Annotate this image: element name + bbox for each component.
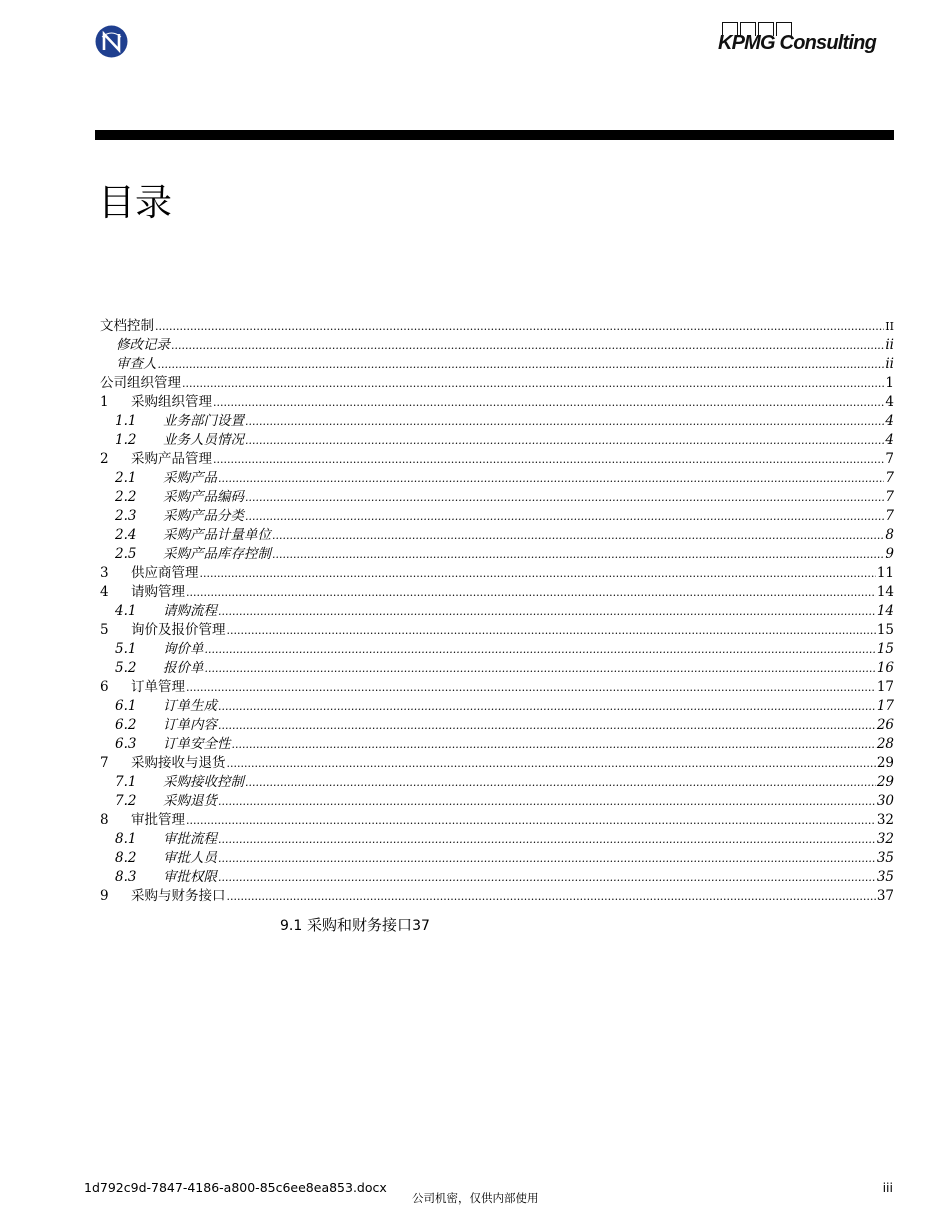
toc-entry-page: 4	[885, 413, 894, 429]
toc-dot-leader	[205, 659, 876, 678]
toc-dot-leader	[245, 773, 876, 792]
toc-entry-page: 29	[876, 755, 894, 771]
toc-entry-label: 询价单	[163, 641, 204, 657]
toc-entry-page: II	[885, 320, 894, 333]
kpmg-logo-text: KPMG Consulting	[718, 32, 876, 54]
toc-entry-label: 审查人	[116, 356, 157, 372]
toc-entry-label: 采购接收控制	[163, 774, 244, 790]
circle-n-logo-icon	[95, 25, 128, 58]
toc-entry-number: 9.1	[280, 918, 303, 934]
toc-entry-page: 1	[885, 375, 894, 391]
toc-entry-number: 2.1	[115, 470, 137, 486]
toc-entry-number: 8.3	[115, 869, 137, 885]
toc-entry-label: 订单管理	[131, 679, 185, 695]
toc-entry[interactable]	[100, 355, 894, 374]
footer-confidential: 公司机密，仅供内部使用	[412, 1191, 539, 1205]
toc-entry-number: 2	[100, 451, 109, 467]
toc-entry-label: 修改记录	[116, 337, 170, 353]
toc-entry-label: 询价及报价管理	[131, 622, 226, 638]
toc-entry-page: 4	[885, 432, 894, 448]
kpmg-consulting-logo	[718, 22, 876, 56]
toc-entry-page: 7	[885, 508, 894, 524]
toc-dot-leader	[155, 317, 884, 336]
toc-dot-leader	[158, 355, 885, 374]
toc-entry-page: 4	[885, 394, 894, 410]
toc-entry-label: 文档控制	[100, 318, 154, 334]
toc-dot-leader	[171, 336, 884, 355]
toc-dot-leader	[245, 431, 884, 450]
toc-entry[interactable]	[100, 488, 894, 507]
toc-entry-label: 订单安全性	[163, 736, 231, 752]
toc-dot-leader	[232, 735, 876, 754]
toc-entry-number: 8.1	[115, 831, 137, 847]
toc-entry-label: 订单内容	[163, 717, 217, 733]
toc-entry-page: 35	[876, 869, 894, 885]
header-rule	[95, 130, 894, 140]
toc-entry-page: 37	[876, 888, 894, 904]
toc-entry-page: 35	[876, 850, 894, 866]
toc-entry-label: 采购产品分类	[163, 508, 244, 524]
toc-entry-page: ii	[885, 356, 894, 372]
toc-entry-page: 14	[876, 584, 894, 600]
toc-entry-number: 7.1	[115, 774, 137, 790]
toc-dot-leader	[186, 678, 876, 697]
toc-entry-page: 17	[876, 698, 894, 714]
toc-entry-label: 请购管理	[131, 584, 185, 600]
toc-entry-page: 9	[885, 546, 894, 562]
toc-entry-page: 11	[876, 565, 894, 581]
toc-entry[interactable]	[100, 735, 894, 754]
toc-entry-label: 采购产品管理	[131, 451, 212, 467]
toc-entry-page: 30	[876, 793, 894, 809]
toc-entry[interactable]	[100, 887, 894, 906]
toc-entry-number: 5	[100, 622, 109, 638]
toc-entry-number: 7	[100, 755, 109, 771]
toc-entry-label: 请购流程	[163, 603, 217, 619]
toc-dot-leader	[227, 621, 876, 640]
toc-entry-page: 7	[885, 470, 894, 486]
toc-entry-number: 5.1	[115, 641, 137, 657]
toc-entry-label: 采购产品计量单位	[163, 527, 271, 543]
toc-entry-number: 6.2	[115, 717, 137, 733]
toc-dot-leader	[186, 811, 876, 830]
toc-entry[interactable]	[100, 811, 894, 830]
toc-entry-page: 28	[876, 736, 894, 752]
page-title: 目录	[98, 181, 172, 224]
toc-entry[interactable]	[100, 393, 894, 412]
toc-dot-leader	[218, 849, 876, 868]
toc-entry[interactable]	[100, 526, 894, 545]
toc-entry[interactable]	[100, 830, 894, 849]
toc-entry-label: 审批流程	[163, 831, 217, 847]
toc-entry-number: 2.2	[115, 489, 137, 505]
toc-dot-leader	[218, 716, 876, 735]
toc-entry-label: 报价单	[163, 660, 204, 676]
toc-entry[interactable]	[100, 602, 894, 621]
toc-entry-page: 15	[876, 622, 894, 638]
toc-entry-number: 6	[100, 679, 109, 695]
toc-entry[interactable]	[100, 507, 894, 526]
toc-entry-label: 采购退货	[163, 793, 217, 809]
toc-dot-leader	[218, 868, 876, 887]
toc-entry-number: 1.1	[115, 413, 137, 429]
toc-entry[interactable]	[100, 412, 894, 431]
toc-entry-number: 7.2	[115, 793, 137, 809]
toc-entry-page: 8	[885, 527, 894, 543]
toc-entry-page: ii	[885, 337, 894, 353]
toc-entry-label: 业务人员情况	[163, 432, 244, 448]
toc-entry-number: 6.3	[115, 736, 137, 752]
toc-entry-page: 14	[876, 603, 894, 619]
toc-entry-number: 3	[100, 565, 109, 581]
toc-entry-number: 5.2	[115, 660, 137, 676]
toc-dot-leader	[227, 887, 876, 906]
toc-entry[interactable]	[100, 849, 894, 868]
toc-entry-number: 9	[100, 888, 109, 904]
toc-entry[interactable]	[100, 659, 894, 678]
toc-entry-label: 订单生成	[163, 698, 217, 714]
toc-dot-leader	[218, 469, 884, 488]
toc-entry-number: 4	[100, 584, 109, 600]
toc-dot-leader	[272, 526, 884, 545]
toc-dot-leader	[218, 602, 876, 621]
toc-entry[interactable]	[100, 450, 894, 469]
toc-entry-number: 2.3	[115, 508, 137, 524]
toc-entry-number: 2.5	[115, 546, 137, 562]
toc-dot-leader	[227, 754, 876, 773]
footer-filename: 1d792c9d-7847-4186-a800-85c6ee8ea853.docx	[84, 1180, 387, 1195]
toc-entry-page: 26	[876, 717, 894, 733]
toc-dot-leader	[245, 507, 884, 526]
toc-entry-page: 15	[876, 641, 894, 657]
toc-entry-label: 审批权限	[163, 869, 217, 885]
toc-entry[interactable]	[100, 317, 894, 336]
toc-dot-leader	[205, 640, 876, 659]
toc-entry[interactable]	[100, 621, 894, 640]
toc-entry[interactable]	[100, 697, 894, 716]
toc-dot-leader	[186, 583, 876, 602]
toc-entry-label: 供应商管理	[131, 565, 199, 581]
toc-dot-leader	[200, 564, 876, 583]
toc-entry-label: 采购产品	[163, 470, 217, 486]
toc-dot-leader	[218, 697, 876, 716]
toc-entry-number: 1	[100, 394, 109, 410]
toc-entry-page: 17	[876, 679, 894, 695]
toc-entry-number: 2.4	[115, 527, 137, 543]
toc-entry-page: 37	[412, 918, 430, 934]
toc-entry-page: 7	[885, 489, 894, 505]
toc-entry-label: 采购产品库存控制	[163, 546, 271, 562]
toc-entry-label: 审批人员	[163, 850, 217, 866]
toc-entry-number: 8	[100, 812, 109, 828]
toc-entry[interactable]	[100, 431, 894, 450]
toc-entry[interactable]	[100, 374, 894, 393]
toc-entry-label: 采购组织管理	[131, 394, 212, 410]
toc-dot-leader	[182, 374, 884, 393]
toc-entry-number: 8.2	[115, 850, 137, 866]
toc-entry-label: 采购和财务接口	[307, 916, 413, 934]
toc-entry-number: 6.1	[115, 698, 137, 714]
toc-entry[interactable]	[100, 773, 894, 792]
toc-entry[interactable]	[100, 336, 894, 355]
toc-entry-label: 业务部门设置	[163, 413, 244, 429]
toc-entry[interactable]	[100, 678, 894, 697]
toc-entry[interactable]	[100, 754, 894, 773]
table-of-contents	[100, 317, 894, 906]
toc-entry[interactable]	[100, 868, 894, 887]
toc-entry-page: 29	[876, 774, 894, 790]
toc-entry-label: 审批管理	[131, 812, 185, 828]
toc-entry[interactable]	[100, 564, 894, 583]
toc-entry[interactable]	[100, 469, 894, 488]
toc-entry[interactable]	[100, 640, 894, 659]
toc-entry-page: 32	[876, 812, 894, 828]
toc-entry[interactable]	[100, 583, 894, 602]
toc-entry-label: 采购与财务接口	[131, 888, 226, 904]
toc-entry-9-1[interactable]	[280, 914, 430, 937]
toc-entry[interactable]	[100, 545, 894, 564]
toc-entry[interactable]	[100, 716, 894, 735]
toc-entry-number: 4.1	[115, 603, 137, 619]
toc-dot-leader	[213, 393, 884, 412]
toc-dot-leader	[218, 830, 876, 849]
toc-entry-page: 16	[876, 660, 894, 676]
toc-entry-number: 1.2	[115, 432, 137, 448]
toc-dot-leader	[245, 412, 884, 431]
toc-entry-label: 采购接收与退货	[131, 755, 226, 771]
toc-entry-page: 7	[885, 451, 894, 467]
toc-dot-leader	[272, 545, 884, 564]
toc-dot-leader	[218, 792, 876, 811]
toc-entry-label: 公司组织管理	[100, 375, 181, 391]
toc-entry-page: 32	[876, 831, 894, 847]
footer-page-number: iii	[882, 1180, 893, 1195]
toc-dot-leader	[245, 488, 884, 507]
toc-dot-leader	[213, 450, 884, 469]
toc-entry-label: 采购产品编码	[163, 489, 244, 505]
toc-entry[interactable]	[100, 792, 894, 811]
